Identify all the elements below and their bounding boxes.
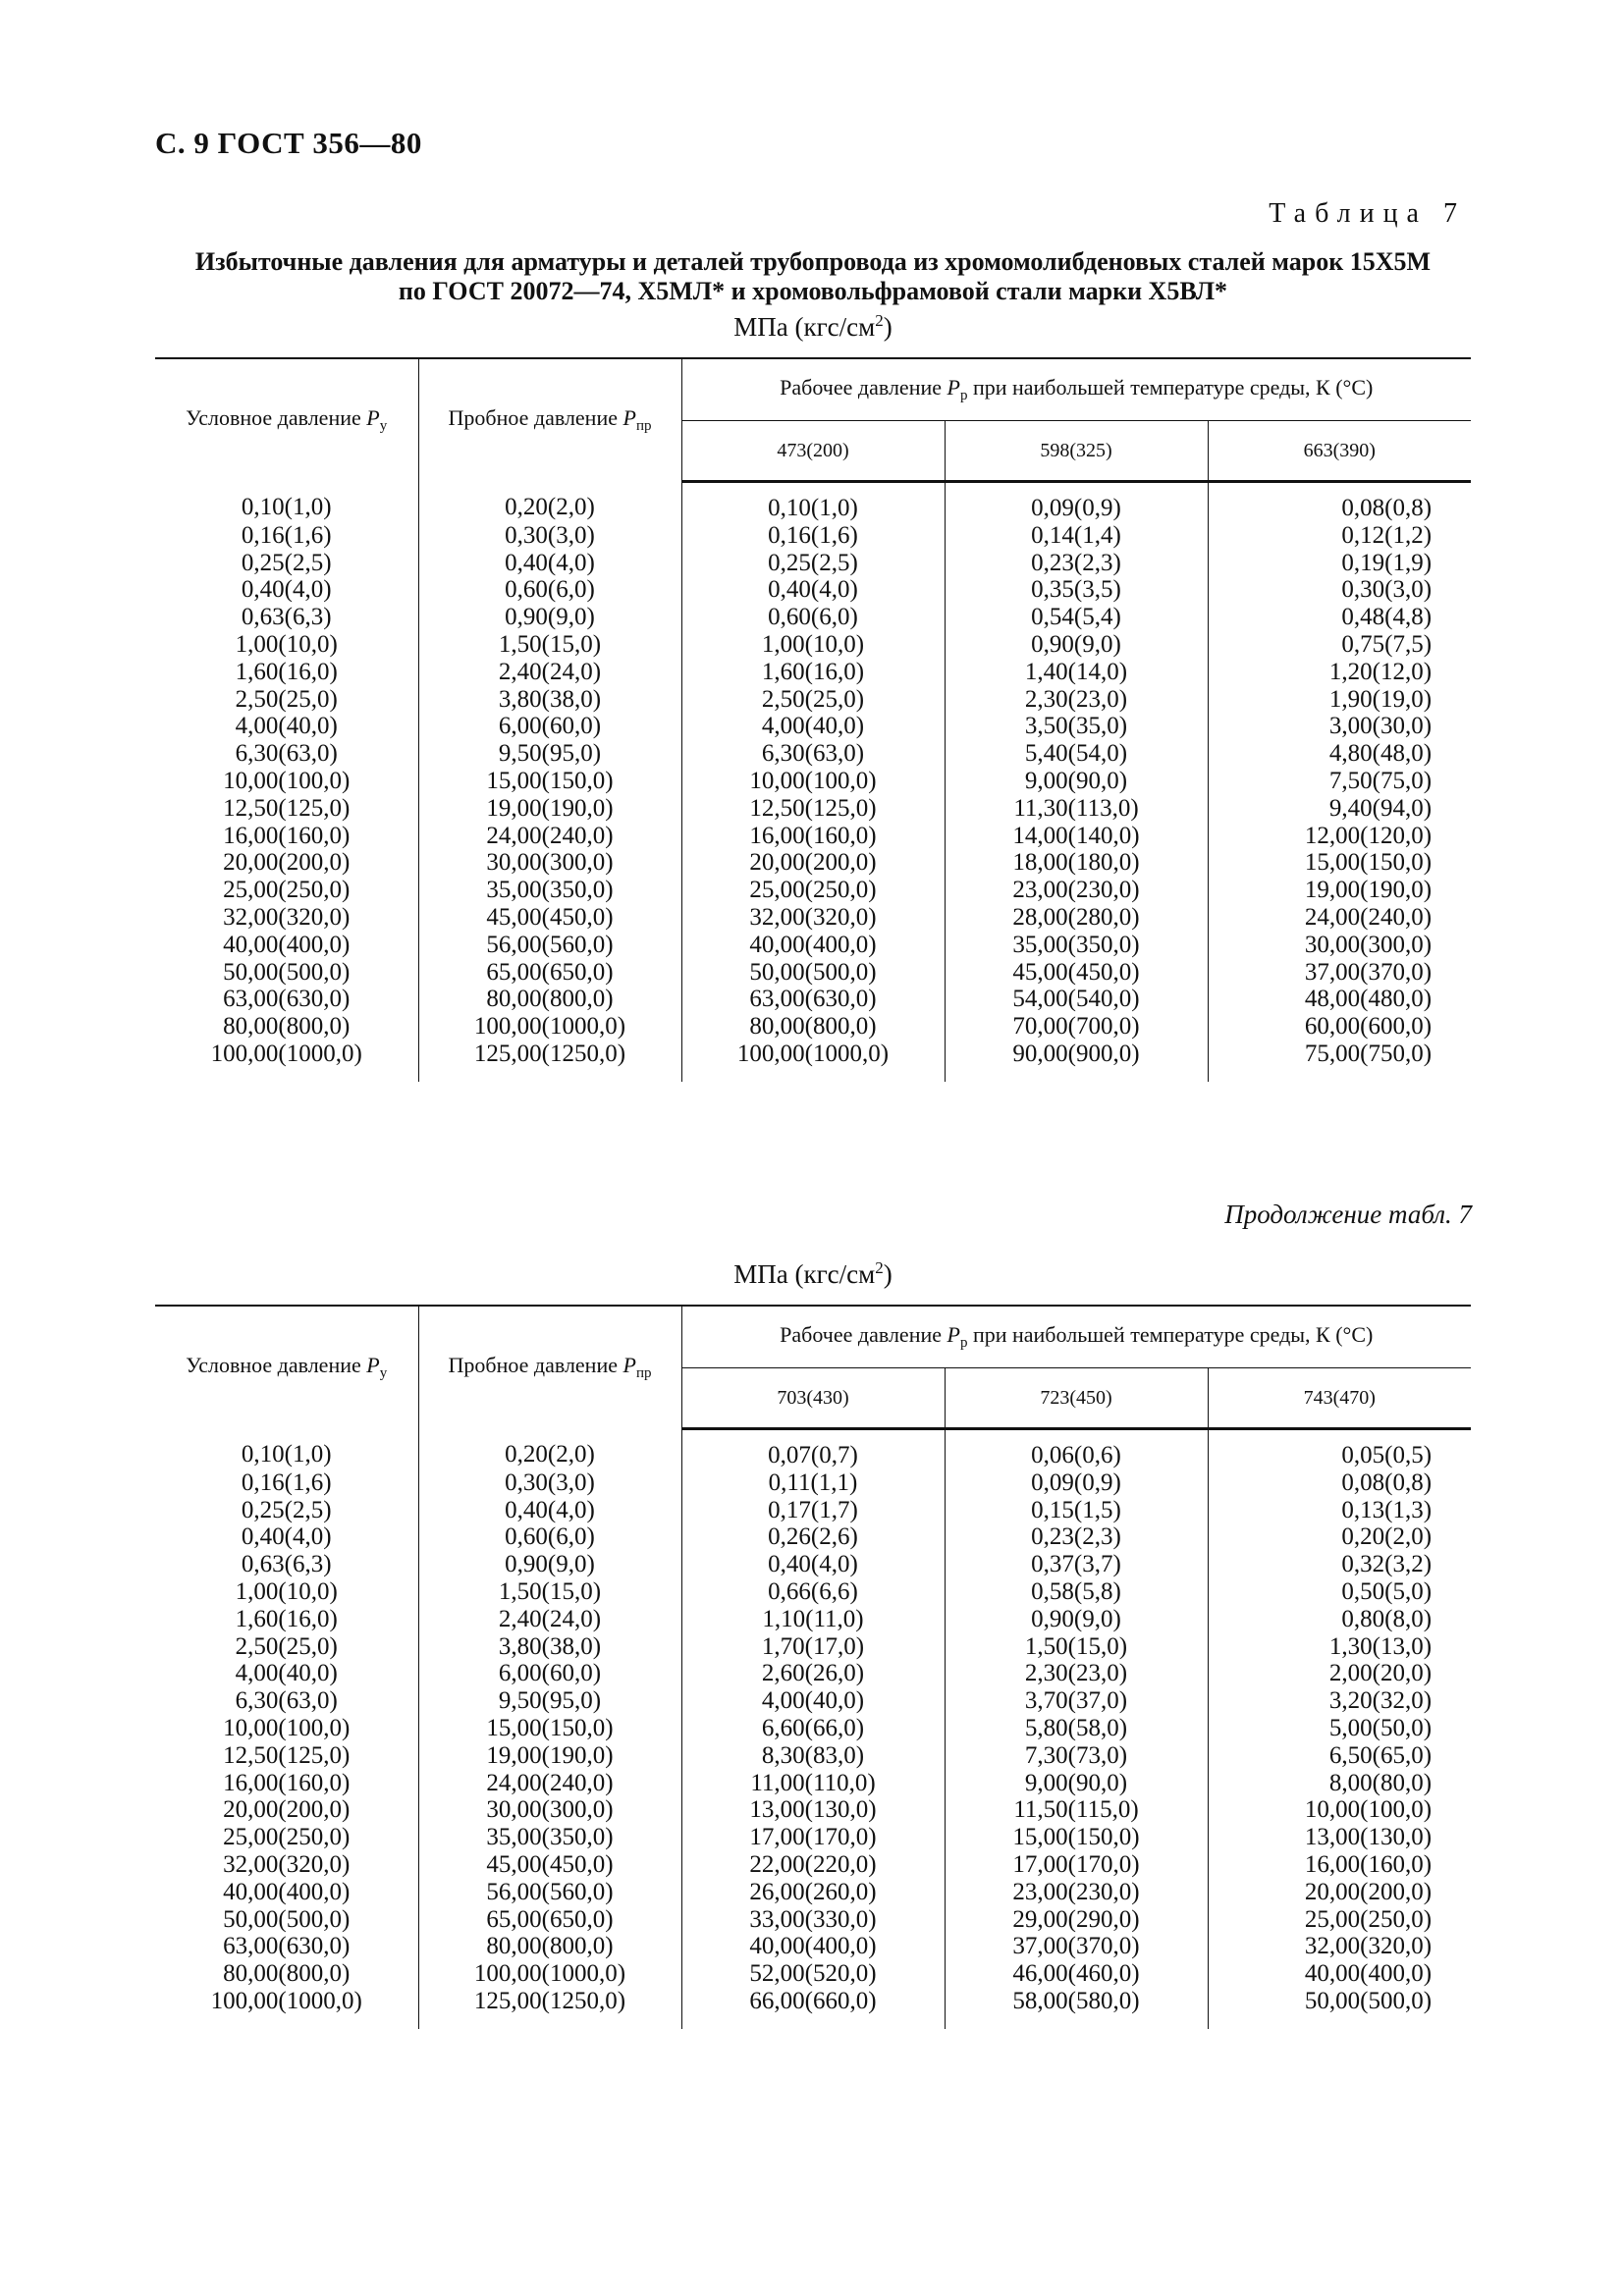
cell-test-pressure: 125,00(1250,0) <box>418 1988 681 2029</box>
cell-working-pressure-3: 1,30(13,0) <box>1208 1633 1471 1661</box>
cell-working-pressure-2: 5,40(54,0) <box>945 740 1208 768</box>
table-row <box>155 1960 1471 1988</box>
table-row <box>155 1687 1471 1715</box>
cell-test-pressure: 45,00(450,0) <box>418 1851 681 1879</box>
cell-nominal-pressure: 25,00(250,0) <box>223 877 351 904</box>
cell-nominal-pressure: 20,00(200,0) <box>223 1796 351 1824</box>
cell-nominal-pressure: 0,63(6,3) <box>241 1551 332 1578</box>
cell-working-pressure-2: 9,00(90,0) <box>945 1770 1208 1797</box>
cell-working-pressure-2: 17,00(170,0) <box>945 1851 1208 1879</box>
table-row <box>155 686 1471 714</box>
cell-working-pressure-3: 5,00(50,0) <box>1208 1715 1471 1742</box>
cell-test-pressure: 0,90(9,0) <box>418 1551 681 1578</box>
cell-working-pressure-2: 37,00(370,0) <box>945 1933 1208 1960</box>
header-temp-2: 598(325) <box>945 421 1208 482</box>
cell-test-pressure: 15,00(150,0) <box>418 768 681 795</box>
cell-working-pressure-3: 7,50(75,0) <box>1208 768 1471 795</box>
cell-working-pressure-3: 0,75(7,5) <box>1208 631 1471 659</box>
cell-working-pressure-3: 10,00(100,0) <box>1208 1796 1471 1824</box>
cell-working-pressure-1: 17,00(170,0) <box>681 1824 945 1851</box>
cell-nominal-pressure: 12,50(125,0) <box>223 1741 351 1769</box>
cell-working-pressure-2: 5,80(58,0) <box>945 1715 1208 1742</box>
cell-working-pressure-2: 46,00(460,0) <box>945 1960 1208 1988</box>
cell-working-pressure-2: 0,09(0,9) <box>945 482 1208 522</box>
cell-working-pressure-1: 0,26(2,6) <box>681 1523 945 1551</box>
cell-nominal-pressure: 25,00(250,0) <box>223 1824 351 1851</box>
cell-working-pressure-2: 11,50(115,0) <box>945 1796 1208 1824</box>
table-row <box>155 1660 1471 1687</box>
cell-nominal-pressure: 0,25(2,5) <box>241 1496 332 1523</box>
cell-working-pressure-3: 3,00(30,0) <box>1208 713 1471 740</box>
cell-nominal-pressure: 0,16(1,6) <box>241 521 332 549</box>
table-row <box>155 1906 1471 1934</box>
cell-working-pressure-3: 16,00(160,0) <box>1208 1851 1471 1879</box>
header-temp-1-2: 703(430) <box>681 1368 945 1429</box>
header-temp-3: 663(390) <box>1208 421 1471 482</box>
cell-working-pressure-3: 1,20(12,0) <box>1208 659 1471 686</box>
table-row <box>155 1469 1471 1497</box>
cell-working-pressure-3: 24,00(240,0) <box>1208 904 1471 932</box>
cell-working-pressure-3: 30,00(300,0) <box>1208 932 1471 959</box>
table-row <box>155 1606 1471 1633</box>
cell-nominal-pressure: 20,00(200,0) <box>223 849 351 877</box>
cell-working-pressure-2: 0,58(5,8) <box>945 1578 1208 1606</box>
cell-working-pressure-3: 9,40(94,0) <box>1208 795 1471 823</box>
cell-nominal-pressure: 63,00(630,0) <box>223 1933 351 1960</box>
unit-label-2 <box>155 1258 1471 1290</box>
cell-working-pressure-3: 60,00(600,0) <box>1208 1013 1471 1041</box>
header-temp-1: 473(200) <box>681 421 945 482</box>
cell-nominal-pressure: 0,16(1,6) <box>241 1468 332 1496</box>
table-row <box>155 1633 1471 1661</box>
cell-test-pressure: 80,00(800,0) <box>418 1933 681 1960</box>
cell-working-pressure-1: 1,10(11,0) <box>681 1606 945 1633</box>
unit-close-2: ) <box>883 1259 893 1289</box>
cell-working-pressure-1: 40,00(400,0) <box>681 932 945 959</box>
table-row <box>155 1523 1471 1551</box>
cell-working-pressure-2: 23,00(230,0) <box>945 877 1208 904</box>
table-row <box>155 1879 1471 1906</box>
cell-working-pressure-1: 6,60(66,0) <box>681 1715 945 1742</box>
table-row <box>155 713 1471 740</box>
cell-working-pressure-3: 0,08(0,8) <box>1208 482 1471 522</box>
header-working-pressure-2: Рабочее давление $P_р$ при наибольшей температуре среды, К (°С) <box>681 1306 1471 1368</box>
cell-working-pressure-2: 0,35(3,5) <box>945 576 1208 604</box>
cell-nominal-pressure: 6,30(63,0) <box>235 1687 338 1715</box>
cell-working-pressure-2: 0,06(0,6) <box>945 1429 1208 1469</box>
cell-nominal-pressure: 1,60(16,0) <box>235 658 338 685</box>
cell-working-pressure-2: 2,30(23,0) <box>945 686 1208 714</box>
cell-test-pressure: 45,00(450,0) <box>418 904 681 932</box>
cell-working-pressure-2: 14,00(140,0) <box>945 823 1208 850</box>
cell-nominal-pressure: 0,25(2,5) <box>241 549 332 576</box>
cell-test-pressure: 0,60(6,0) <box>418 1523 681 1551</box>
cell-test-pressure: 0,20(2,0) <box>418 1429 681 1469</box>
cell-nominal-pressure: 63,00(630,0) <box>223 986 351 1013</box>
unit-superscript: 2 <box>875 311 884 330</box>
cell-working-pressure-1: 1,60(16,0) <box>681 659 945 686</box>
cell-working-pressure-1: 100,00(1000,0) <box>681 1041 945 1082</box>
cell-working-pressure-2: 54,00(540,0) <box>945 986 1208 1013</box>
cell-nominal-pressure: 1,60(16,0) <box>235 1605 338 1632</box>
cell-working-pressure-2: 0,14(1,4) <box>945 522 1208 550</box>
cell-nominal-pressure: 2,50(25,0) <box>235 685 338 713</box>
cell-working-pressure-1: 1,70(17,0) <box>681 1633 945 1661</box>
cell-working-pressure-3: 40,00(400,0) <box>1208 1960 1471 1988</box>
cell-working-pressure-1: 0,10(1,0) <box>681 482 945 522</box>
table-row <box>155 932 1471 959</box>
cell-test-pressure: 15,00(150,0) <box>418 1715 681 1742</box>
table-label: Таблица 7 <box>1269 198 1466 229</box>
cell-working-pressure-1: 0,11(1,1) <box>681 1469 945 1497</box>
cell-working-pressure-1: 66,00(660,0) <box>681 1988 945 2029</box>
cell-working-pressure-3: 25,00(250,0) <box>1208 1906 1471 1934</box>
cell-working-pressure-3: 8,00(80,0) <box>1208 1770 1471 1797</box>
pressure-table-part-1 <box>155 357 1471 1082</box>
cell-working-pressure-1: 0,25(2,5) <box>681 550 945 577</box>
cell-test-pressure: 0,90(9,0) <box>418 604 681 631</box>
table-row <box>155 740 1471 768</box>
table-row <box>155 631 1471 659</box>
cell-working-pressure-3: 20,00(200,0) <box>1208 1879 1471 1906</box>
table-title <box>155 247 1471 306</box>
table-row <box>155 1578 1471 1606</box>
cell-working-pressure-2: 0,23(2,3) <box>945 1523 1208 1551</box>
cell-test-pressure: 9,50(95,0) <box>418 1687 681 1715</box>
cell-nominal-pressure: 12,50(125,0) <box>223 794 351 822</box>
cell-working-pressure-1: 0,60(6,0) <box>681 604 945 631</box>
cell-test-pressure: 2,40(24,0) <box>418 659 681 686</box>
cell-working-pressure-2: 0,54(5,4) <box>945 604 1208 631</box>
cell-test-pressure: 56,00(560,0) <box>418 1879 681 1906</box>
cell-test-pressure: 100,00(1000,0) <box>418 1013 681 1041</box>
header-temp-3-2: 743(470) <box>1208 1368 1471 1429</box>
cell-nominal-pressure: 0,10(1,0) <box>241 1440 332 1468</box>
cell-working-pressure-1: 13,00(130,0) <box>681 1796 945 1824</box>
cell-working-pressure-1: 63,00(630,0) <box>681 986 945 1013</box>
cell-test-pressure: 9,50(95,0) <box>418 740 681 768</box>
table-title-line-1: Избыточные давления для арматуры и деталей трубопровода из хромомолибденовых сталей марок 15Х5М <box>194 247 1432 276</box>
cell-working-pressure-2: 0,90(9,0) <box>945 1606 1208 1633</box>
cell-working-pressure-1: 25,00(250,0) <box>681 877 945 904</box>
unit-label <box>155 311 1471 343</box>
cell-test-pressure: 0,30(3,0) <box>418 1469 681 1497</box>
cell-working-pressure-2: 18,00(180,0) <box>945 849 1208 877</box>
table-row <box>155 1770 1471 1797</box>
cell-working-pressure-2: 9,00(90,0) <box>945 768 1208 795</box>
cell-working-pressure-1: 50,00(500,0) <box>681 959 945 987</box>
header-test-pressure: Пробное давление $P_{пр}$ <box>418 358 681 482</box>
table-row <box>155 550 1471 577</box>
cell-nominal-pressure: 0,40(4,0) <box>241 1523 332 1551</box>
cell-working-pressure-3: 0,50(5,0) <box>1208 1578 1471 1606</box>
cell-test-pressure: 6,00(60,0) <box>418 1660 681 1687</box>
cell-test-pressure: 56,00(560,0) <box>418 932 681 959</box>
cell-working-pressure-3: 0,80(8,0) <box>1208 1606 1471 1633</box>
cell-test-pressure: 0,40(4,0) <box>418 1497 681 1524</box>
header-nominal-pressure-2: Условное давление $P_у$ <box>155 1306 418 1429</box>
table-row <box>155 768 1471 795</box>
cell-working-pressure-1: 4,00(40,0) <box>681 713 945 740</box>
table-row <box>155 849 1471 877</box>
pressure-table-part-2 <box>155 1305 1471 2029</box>
cell-nominal-pressure: 0,10(1,0) <box>241 493 332 520</box>
table-row <box>155 1824 1471 1851</box>
cell-test-pressure: 35,00(350,0) <box>418 877 681 904</box>
cell-test-pressure: 0,40(4,0) <box>418 550 681 577</box>
table-row <box>155 1988 1471 2029</box>
cell-nominal-pressure: 6,30(63,0) <box>235 740 338 768</box>
cell-test-pressure: 24,00(240,0) <box>418 1770 681 1797</box>
unit-text: МПа (кгс/см <box>733 312 876 342</box>
cell-test-pressure: 19,00(190,0) <box>418 795 681 823</box>
cell-working-pressure-3: 12,00(120,0) <box>1208 823 1471 850</box>
cell-test-pressure: 0,20(2,0) <box>418 482 681 522</box>
cell-working-pressure-3: 50,00(500,0) <box>1208 1988 1471 2029</box>
cell-working-pressure-2: 11,30(113,0) <box>945 795 1208 823</box>
cell-working-pressure-3: 0,13(1,3) <box>1208 1497 1471 1524</box>
cell-working-pressure-3: 4,80(48,0) <box>1208 740 1471 768</box>
table-row <box>155 959 1471 987</box>
cell-test-pressure: 35,00(350,0) <box>418 1824 681 1851</box>
cell-nominal-pressure: 100,00(1000,0) <box>210 1987 362 2014</box>
unit-superscript-2: 2 <box>875 1258 884 1277</box>
cell-test-pressure: 19,00(190,0) <box>418 1742 681 1770</box>
table-row <box>155 1933 1471 1960</box>
cell-working-pressure-3: 0,48(4,8) <box>1208 604 1471 631</box>
cell-working-pressure-3: 48,00(480,0) <box>1208 986 1471 1013</box>
table-row <box>155 1497 1471 1524</box>
table-row <box>155 482 1471 522</box>
cell-test-pressure: 80,00(800,0) <box>418 986 681 1013</box>
cell-nominal-pressure: 4,00(40,0) <box>235 713 338 740</box>
cell-working-pressure-2: 45,00(450,0) <box>945 959 1208 987</box>
cell-working-pressure-1: 20,00(200,0) <box>681 849 945 877</box>
cell-working-pressure-1: 0,16(1,6) <box>681 522 945 550</box>
cell-working-pressure-3: 0,12(1,2) <box>1208 522 1471 550</box>
cell-test-pressure: 3,80(38,0) <box>418 1633 681 1661</box>
cell-working-pressure-3: 0,32(3,2) <box>1208 1551 1471 1578</box>
cell-working-pressure-3: 6,50(65,0) <box>1208 1742 1471 1770</box>
cell-working-pressure-1: 22,00(220,0) <box>681 1851 945 1879</box>
table-row <box>155 1796 1471 1824</box>
cell-nominal-pressure: 80,00(800,0) <box>223 1013 351 1041</box>
table-row <box>155 823 1471 850</box>
cell-test-pressure: 100,00(1000,0) <box>418 1960 681 1988</box>
cell-test-pressure: 30,00(300,0) <box>418 849 681 877</box>
cell-working-pressure-3: 15,00(150,0) <box>1208 849 1471 877</box>
unit-close: ) <box>883 312 893 342</box>
cell-working-pressure-3: 0,30(3,0) <box>1208 576 1471 604</box>
header-test-pressure-2: Пробное давление $P_{пр}$ <box>418 1306 681 1429</box>
table-row <box>155 1551 1471 1578</box>
cell-working-pressure-1: 6,30(63,0) <box>681 740 945 768</box>
cell-nominal-pressure: 50,00(500,0) <box>223 1905 351 1933</box>
cell-working-pressure-2: 90,00(900,0) <box>945 1041 1208 1082</box>
cell-nominal-pressure: 32,00(320,0) <box>223 1850 351 1878</box>
cell-working-pressure-1: 4,00(40,0) <box>681 1687 945 1715</box>
cell-working-pressure-1: 0,40(4,0) <box>681 576 945 604</box>
header-temp-2-2: 723(450) <box>945 1368 1208 1429</box>
cell-nominal-pressure: 10,00(100,0) <box>223 767 351 794</box>
cell-working-pressure-2: 3,50(35,0) <box>945 713 1208 740</box>
cell-working-pressure-3: 37,00(370,0) <box>1208 959 1471 987</box>
cell-working-pressure-1: 10,00(100,0) <box>681 768 945 795</box>
table-row <box>155 1013 1471 1041</box>
cell-working-pressure-3: 0,19(1,9) <box>1208 550 1471 577</box>
cell-working-pressure-2: 7,30(73,0) <box>945 1742 1208 1770</box>
cell-test-pressure: 65,00(650,0) <box>418 959 681 987</box>
cell-test-pressure: 125,00(1250,0) <box>418 1041 681 1082</box>
table-row <box>155 986 1471 1013</box>
cell-nominal-pressure: 10,00(100,0) <box>223 1714 351 1741</box>
table-row <box>155 1851 1471 1879</box>
cell-nominal-pressure: 16,00(160,0) <box>223 1769 351 1796</box>
cell-nominal-pressure: 1,00(10,0) <box>235 630 338 658</box>
page-header: С. 9 ГОСТ 356—80 <box>155 126 422 160</box>
cell-working-pressure-2: 0,23(2,3) <box>945 550 1208 577</box>
table-row <box>155 604 1471 631</box>
cell-working-pressure-1: 0,07(0,7) <box>681 1429 945 1469</box>
cell-nominal-pressure: 40,00(400,0) <box>223 1878 351 1905</box>
cell-test-pressure: 0,30(3,0) <box>418 522 681 550</box>
cell-working-pressure-3: 13,00(130,0) <box>1208 1824 1471 1851</box>
cell-working-pressure-2: 35,00(350,0) <box>945 932 1208 959</box>
table-title-line-2: по ГОСТ 20072—74, Х5МЛ* и хромовольфрамовой стали марки Х5ВЛ* <box>398 277 1228 305</box>
cell-working-pressure-3: 32,00(320,0) <box>1208 1933 1471 1960</box>
cell-test-pressure: 1,50(15,0) <box>418 1578 681 1606</box>
cell-working-pressure-2: 3,70(37,0) <box>945 1687 1208 1715</box>
cell-working-pressure-2: 0,90(9,0) <box>945 631 1208 659</box>
cell-working-pressure-2: 0,15(1,5) <box>945 1497 1208 1524</box>
cell-working-pressure-3: 75,00(750,0) <box>1208 1041 1471 1082</box>
cell-working-pressure-2: 1,50(15,0) <box>945 1633 1208 1661</box>
table-row <box>155 576 1471 604</box>
cell-working-pressure-1: 12,50(125,0) <box>681 795 945 823</box>
cell-working-pressure-1: 0,17(1,7) <box>681 1497 945 1524</box>
cell-working-pressure-3: 19,00(190,0) <box>1208 877 1471 904</box>
cell-nominal-pressure: 4,00(40,0) <box>235 1660 338 1687</box>
cell-nominal-pressure: 1,00(10,0) <box>235 1577 338 1605</box>
cell-working-pressure-3: 0,05(0,5) <box>1208 1429 1471 1469</box>
cell-nominal-pressure: 2,50(25,0) <box>235 1632 338 1660</box>
cell-working-pressure-3: 0,20(2,0) <box>1208 1523 1471 1551</box>
cell-test-pressure: 0,60(6,0) <box>418 576 681 604</box>
cell-working-pressure-3: 2,00(20,0) <box>1208 1660 1471 1687</box>
table-row <box>155 1715 1471 1742</box>
cell-working-pressure-2: 23,00(230,0) <box>945 1879 1208 1906</box>
cell-working-pressure-1: 0,66(6,6) <box>681 1578 945 1606</box>
continuation-label: Продолжение табл. 7 <box>1224 1200 1472 1229</box>
cell-working-pressure-2: 29,00(290,0) <box>945 1906 1208 1934</box>
cell-working-pressure-2: 58,00(580,0) <box>945 1988 1208 2029</box>
cell-working-pressure-3: 1,90(19,0) <box>1208 686 1471 714</box>
cell-working-pressure-2: 0,37(3,7) <box>945 1551 1208 1578</box>
cell-working-pressure-1: 16,00(160,0) <box>681 823 945 850</box>
cell-working-pressure-2: 15,00(150,0) <box>945 1824 1208 1851</box>
cell-working-pressure-1: 32,00(320,0) <box>681 904 945 932</box>
table-row <box>155 522 1471 550</box>
cell-working-pressure-1: 2,60(26,0) <box>681 1660 945 1687</box>
cell-working-pressure-1: 40,00(400,0) <box>681 1933 945 1960</box>
table-row <box>155 1041 1471 1082</box>
cell-working-pressure-1: 52,00(520,0) <box>681 1960 945 1988</box>
table-row <box>155 877 1471 904</box>
cell-nominal-pressure: 16,00(160,0) <box>223 822 351 849</box>
cell-test-pressure: 65,00(650,0) <box>418 1906 681 1934</box>
cell-working-pressure-3: 0,08(0,8) <box>1208 1469 1471 1497</box>
cell-working-pressure-1: 2,50(25,0) <box>681 686 945 714</box>
cell-nominal-pressure: 0,40(4,0) <box>241 576 332 604</box>
cell-working-pressure-2: 1,40(14,0) <box>945 659 1208 686</box>
cell-working-pressure-2: 28,00(280,0) <box>945 904 1208 932</box>
cell-nominal-pressure: 80,00(800,0) <box>223 1960 351 1988</box>
cell-nominal-pressure: 50,00(500,0) <box>223 958 351 986</box>
unit-text-2: МПа (кгс/см <box>733 1259 876 1289</box>
header-working-pressure: Рабочее давление $P_р$ при наибольшей температуре среды, К (°С) <box>681 358 1471 421</box>
table-row <box>155 904 1471 932</box>
cell-test-pressure: 6,00(60,0) <box>418 713 681 740</box>
cell-nominal-pressure: 40,00(400,0) <box>223 931 351 958</box>
table-row <box>155 659 1471 686</box>
cell-working-pressure-1: 33,00(330,0) <box>681 1906 945 1934</box>
cell-test-pressure: 3,80(38,0) <box>418 686 681 714</box>
cell-working-pressure-1: 8,30(83,0) <box>681 1742 945 1770</box>
cell-test-pressure: 1,50(15,0) <box>418 631 681 659</box>
cell-working-pressure-2: 70,00(700,0) <box>945 1013 1208 1041</box>
table-row <box>155 1429 1471 1469</box>
table-row <box>155 795 1471 823</box>
cell-nominal-pressure: 32,00(320,0) <box>223 903 351 931</box>
cell-working-pressure-3: 3,20(32,0) <box>1208 1687 1471 1715</box>
cell-working-pressure-1: 0,40(4,0) <box>681 1551 945 1578</box>
cell-working-pressure-2: 0,09(0,9) <box>945 1469 1208 1497</box>
header-nominal-pressure: Условное давление $P_у$ <box>155 358 418 482</box>
cell-working-pressure-1: 1,00(10,0) <box>681 631 945 659</box>
cell-working-pressure-1: 11,00(110,0) <box>681 1770 945 1797</box>
cell-nominal-pressure: 0,63(6,3) <box>241 604 332 631</box>
cell-nominal-pressure: 100,00(1000,0) <box>210 1040 362 1067</box>
cell-test-pressure: 24,00(240,0) <box>418 823 681 850</box>
cell-test-pressure: 30,00(300,0) <box>418 1796 681 1824</box>
cell-working-pressure-1: 26,00(260,0) <box>681 1879 945 1906</box>
cell-working-pressure-1: 80,00(800,0) <box>681 1013 945 1041</box>
cell-test-pressure: 2,40(24,0) <box>418 1606 681 1633</box>
table-row <box>155 1742 1471 1770</box>
cell-working-pressure-2: 2,30(23,0) <box>945 1660 1208 1687</box>
